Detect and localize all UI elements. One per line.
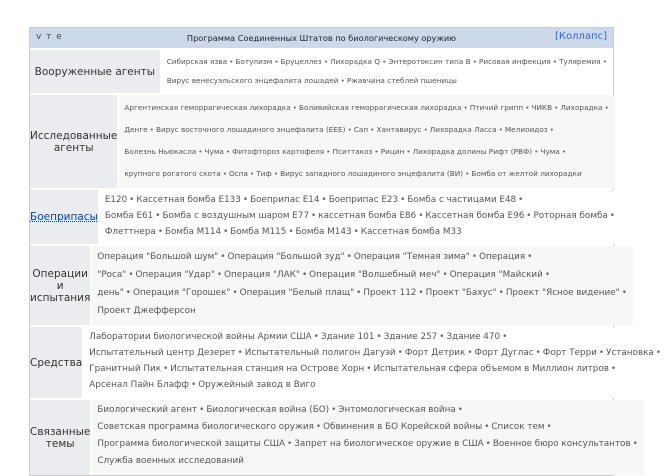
navbox-list	[82, 327, 667, 398]
navbox-group-label: Исследованные агенты	[30, 95, 117, 188]
bullet-separator: •	[288, 227, 294, 237]
navbox-link[interactable]: Операция "Горошек"	[133, 288, 231, 298]
navbox-link[interactable]: Лаборатории биологической войны Армии США	[89, 332, 312, 342]
navbox-link[interactable]: Операция "ЛАК"	[224, 270, 300, 280]
navbox-link[interactable]: Операция "Большой зуд"	[227, 252, 345, 262]
bullet-separator: •	[561, 147, 567, 156]
list-line	[124, 119, 610, 141]
bullet-separator: •	[220, 252, 226, 262]
bullet-separator: •	[465, 169, 470, 178]
navbox-row	[30, 325, 662, 398]
navbox-list	[90, 246, 633, 325]
navbox-link[interactable]: Гранитный Пик	[89, 364, 162, 374]
bullet-separator: •	[376, 332, 382, 342]
navbox-link[interactable]: Бомба M115	[230, 227, 287, 237]
list-line	[105, 224, 617, 240]
navbox-row	[30, 93, 613, 188]
navbox-link[interactable]: Военное бюро консультантов	[492, 439, 631, 449]
bullet-separator: •	[498, 288, 504, 298]
navbox-link[interactable]: Биологическая война (БО)	[206, 405, 330, 415]
bullet-separator: •	[632, 439, 638, 449]
bullet-separator: •	[463, 103, 468, 112]
bullet-separator: •	[346, 252, 352, 262]
bullet-separator: •	[382, 57, 387, 66]
navbox-link[interactable]: Бомба с воздушным шаром E77	[162, 211, 310, 221]
navbox-link[interactable]: Форт Терри	[542, 348, 597, 358]
bullet-separator: •	[274, 57, 279, 66]
navbox-link[interactable]: Вирус западного лошадиного энцефалита (ВИ)	[280, 169, 464, 178]
navbox-link[interactable]: Бруцеллез	[280, 57, 322, 66]
bullet-separator: •	[546, 422, 552, 432]
navbox-link[interactable]: Операция "Удар"	[135, 270, 215, 280]
navbox-group-label: Вооруженные агенты	[30, 50, 160, 93]
list-line	[124, 163, 610, 185]
navbox-link[interactable]: Хантавирус	[376, 125, 422, 134]
list-line	[97, 402, 640, 419]
navbox-link[interactable]: Лихорадка долины Рифт (РВФ)	[412, 147, 533, 156]
navbox-link[interactable]: Бомба M114	[165, 227, 222, 237]
bullet-separator: •	[163, 364, 169, 374]
bullet-separator: •	[149, 125, 154, 134]
bullet-separator: •	[525, 103, 530, 112]
navbox-link[interactable]: Арсенал Пайн Блафф	[89, 380, 190, 390]
navbox-link[interactable]: Запрет на биологическое оружие в США	[294, 439, 484, 449]
bullet-separator: •	[554, 103, 559, 112]
navbox-link[interactable]: Бомба M143	[295, 227, 352, 237]
navbox-header	[30, 28, 613, 48]
navbox-row	[30, 244, 627, 325]
bullet-separator: •	[457, 405, 463, 415]
bullet-separator: •	[544, 270, 551, 280]
navbox-row	[30, 48, 613, 93]
bullet-separator: •	[237, 348, 243, 358]
navbox-row	[30, 398, 638, 475]
navbox-link[interactable]: "Роса"	[97, 270, 127, 280]
navbox-link[interactable]: Здание 470	[446, 332, 501, 342]
navbox-link[interactable]: день"	[97, 288, 124, 298]
list-line	[97, 248, 629, 266]
navbox-link[interactable]: Мелиоидоз	[504, 125, 548, 134]
bullet-separator: •	[442, 270, 448, 280]
bullet-separator: •	[374, 147, 379, 156]
bullet-separator: •	[225, 147, 231, 156]
navbox-link[interactable]: Бомба с частицами E48	[407, 195, 517, 205]
navbox-link[interactable]: Ржавчина стеблей пшеницы	[346, 76, 457, 85]
navbox-link[interactable]: Птичий грипп	[469, 103, 524, 112]
navbox-link[interactable]: Операция	[479, 252, 526, 262]
bullet-separator: •	[518, 195, 524, 205]
bullet-separator: •	[655, 348, 662, 358]
bullet-separator: •	[242, 195, 249, 205]
list-line	[105, 208, 617, 224]
navbox-title[interactable]: Программа Соединенных Штатов по биологическому оружию	[186, 33, 457, 43]
list-line	[124, 141, 610, 163]
bullet-separator: •	[321, 195, 327, 205]
bullet-separator: •	[472, 57, 477, 66]
navbox-group-label: Связанные темы	[30, 400, 90, 475]
navbox-link[interactable]: Чума	[204, 147, 224, 156]
navbox-link[interactable]: Роторная бомба	[533, 211, 608, 221]
navbox-link[interactable]: Обвинения в БО Корейской войны	[323, 422, 483, 432]
bullet-separator: •	[216, 270, 223, 280]
navbox-link[interactable]: Энтомологическая война	[338, 405, 456, 415]
navbox-link[interactable]: Лихорадка Ласса	[429, 125, 497, 134]
bullet-separator: •	[598, 348, 605, 358]
bullet-separator: •	[331, 405, 337, 415]
bullet-separator: •	[423, 125, 428, 134]
navbox-link[interactable]: Лихорадка	[560, 103, 603, 112]
bullet-separator: •	[418, 211, 424, 221]
navbox-link[interactable]: Рицин	[380, 147, 405, 156]
navbox-link[interactable]: Операция "Большой шум"	[97, 252, 219, 262]
list-line	[167, 71, 609, 90]
navbox-link[interactable]: Операция "Темная зима"	[353, 252, 470, 262]
navbox-list	[160, 50, 613, 93]
bullet-separator: •	[527, 252, 533, 262]
bullet-separator: •	[129, 195, 135, 205]
navbox-row	[30, 188, 613, 244]
navbox-link[interactable]: Кассетная бомба M33	[360, 227, 462, 237]
navbox-link[interactable]: Рисовая инфекция	[478, 57, 551, 66]
navbox-list	[117, 95, 614, 188]
bullet-separator: •	[315, 422, 322, 432]
navbox-link[interactable]: Советская программа биологического оружия	[97, 422, 314, 432]
bullet-separator: •	[353, 227, 359, 237]
navbox-link[interactable]: Туляремия	[559, 57, 601, 66]
navbox-link[interactable]: Служба военных исследований	[97, 456, 244, 466]
bullet-separator: •	[155, 211, 161, 221]
navbox-link[interactable]: Проект Джефферсон	[97, 306, 196, 316]
bullet-separator: •	[535, 348, 541, 358]
navbox-link[interactable]: Вирус венесуэльского энцефалита лошадей	[166, 76, 339, 85]
bullet-separator: •	[439, 332, 445, 342]
bullet-separator: •	[128, 270, 134, 280]
navbox-link[interactable]: Испытательный полигон Дагуэй	[244, 348, 396, 358]
list-line	[97, 436, 640, 453]
bullet-separator: •	[549, 125, 554, 134]
navbox-link[interactable]: Энтеротоксин типа B	[388, 57, 471, 66]
list-line	[97, 419, 640, 436]
navbox-link[interactable]: Форт Детрик	[404, 348, 466, 358]
navbox-link[interactable]: Фитофтороз картофеля	[232, 147, 325, 156]
bullet-separator: •	[467, 348, 473, 358]
bullet-separator: •	[621, 288, 627, 298]
navbox-link[interactable]: Боеприпас E23	[328, 195, 399, 205]
bullet-separator: •	[485, 439, 491, 449]
bullet-separator: •	[406, 147, 411, 156]
bullet-separator: •	[326, 147, 331, 156]
navbox-link[interactable]: Проект "Бахус"	[425, 288, 497, 298]
bullet-separator: •	[397, 348, 403, 358]
bullet-separator: •	[323, 57, 328, 66]
list-line	[167, 52, 609, 71]
bullet-separator: •	[340, 76, 345, 85]
bullet-separator: •	[400, 195, 406, 205]
navbox-link[interactable]: Бомба E61	[104, 211, 154, 221]
bullet-separator: •	[301, 270, 308, 280]
bullet-separator: •	[526, 211, 532, 221]
navbox-link[interactable]: Денге	[124, 125, 148, 134]
list-line	[89, 377, 663, 393]
bullet-separator: •	[250, 169, 255, 178]
navbox-link[interactable]: Кассетная бомба E133	[136, 195, 241, 205]
bullet-separator: •	[311, 211, 317, 221]
list-line	[89, 345, 663, 361]
bullet-separator: •	[229, 57, 234, 66]
list-line	[89, 329, 663, 345]
list-line	[97, 302, 629, 320]
navbox-link[interactable]: Здание 257	[383, 332, 438, 342]
bullet-separator: •	[418, 288, 424, 298]
bullet-separator: •	[273, 169, 279, 178]
collapse-button[interactable]: [Коллапс]	[555, 31, 607, 42]
bullet-separator: •	[232, 288, 238, 298]
bullet-separator: •	[199, 405, 205, 415]
navbox-link[interactable]: Аргентинская геморрагическая лихорадка	[124, 103, 291, 112]
list-line	[97, 284, 629, 302]
bullet-separator: •	[125, 288, 131, 298]
navbox-link[interactable]: Болезнь Ньюкасла	[124, 147, 197, 156]
navbox-link[interactable]: Проект "Ясное видение"	[505, 288, 620, 298]
bullet-separator: •	[370, 125, 375, 134]
bullet-separator: •	[287, 439, 293, 449]
navbox-link[interactable]: Тиф	[256, 169, 272, 178]
navbox-group-label: Средства	[30, 327, 82, 398]
navbox-group-label: Операции и испытания	[30, 246, 90, 325]
navbox-group-label[interactable]: Боеприпасы	[30, 190, 98, 244]
navbox-link[interactable]: Сап	[353, 125, 369, 134]
navbox-link[interactable]: Форт Дуглас	[474, 348, 534, 358]
list-line	[97, 266, 629, 284]
bullet-separator: •	[223, 227, 229, 237]
navbox-link[interactable]: Вирус восточного лошадиного энцефалита (EEE)	[155, 125, 346, 134]
bullet-separator: •	[609, 211, 615, 221]
navbox-rows	[30, 48, 662, 475]
bullet-separator: •	[222, 169, 227, 178]
navbox-link[interactable]: Испытательная сфера объемом в Миллион литров	[373, 364, 609, 374]
navbox-link[interactable]: крупного рогатого скота	[124, 169, 221, 178]
bullet-separator: •	[356, 288, 362, 298]
navbox-link[interactable]: Оспа	[229, 169, 248, 178]
navbox-list	[90, 400, 644, 475]
navbox-link[interactable]: Флеттнера	[104, 227, 156, 237]
navbox-link[interactable]: кассетная бомба E86	[318, 211, 417, 221]
navbox-link[interactable]: ЧИКВ	[531, 103, 553, 112]
navbox-link[interactable]: Операция "Белый плащ"	[239, 288, 355, 298]
navbox-link[interactable]: Сибирская язва	[166, 57, 228, 66]
bullet-separator: •	[471, 252, 478, 262]
bullet-separator: •	[347, 125, 352, 134]
bullet-separator: •	[602, 57, 607, 66]
list-line	[105, 192, 617, 208]
list-line	[124, 97, 610, 119]
navbox-link[interactable]: Лихорадка Q	[329, 57, 381, 66]
bullet-separator: •	[552, 57, 558, 66]
bullet-separator: •	[198, 147, 203, 156]
vte-links[interactable]: v т e	[36, 32, 63, 42]
navbox-link[interactable]: Оружейный завод в Виго	[198, 380, 316, 390]
navbox-link[interactable]: Биологический агент	[97, 405, 198, 415]
bullet-separator: •	[604, 103, 609, 112]
navbox-link[interactable]: Операция "Волшебный меч"	[309, 270, 441, 280]
list-line	[97, 453, 640, 470]
bullet-separator: •	[610, 364, 617, 374]
bullet-separator: •	[292, 103, 297, 112]
bullet-separator: •	[484, 422, 490, 432]
navbox-link[interactable]: Испытательная станция на Острове Хорн	[170, 364, 365, 374]
bullet-separator: •	[366, 364, 372, 374]
bullet-separator: •	[191, 380, 197, 390]
navbox-list	[98, 190, 621, 244]
bullet-separator: •	[313, 332, 319, 342]
navbox-link[interactable]: Ботулизм	[235, 57, 273, 66]
navbox-link[interactable]: Боеприпас E14	[250, 195, 320, 205]
navbox-link[interactable]: Операция "Майский	[449, 270, 543, 280]
bullet-separator: •	[498, 125, 503, 134]
navbox-link[interactable]: Испытательный центр Дезерет	[89, 348, 236, 358]
navbox-link[interactable]: Список тем	[491, 422, 545, 432]
navbox	[29, 27, 662, 476]
bullet-separator: •	[502, 332, 508, 342]
navbox-link[interactable]: Бомба от желтой лихорадки	[471, 169, 582, 178]
navbox-link[interactable]: Боливийская геморрагическая лихорадка	[298, 103, 462, 112]
list-line	[89, 361, 663, 377]
navbox-link[interactable]: Проект 112	[363, 288, 417, 298]
bullet-separator: •	[534, 147, 539, 156]
navbox-link[interactable]: Чума	[540, 147, 560, 156]
bullet-separator: •	[157, 227, 164, 237]
navbox-link[interactable]: Кассетная бомба E96	[425, 211, 525, 221]
navbox-link[interactable]: Здание 101	[320, 332, 375, 342]
navbox-link[interactable]: Установка	[606, 348, 654, 358]
navbox-link[interactable]: Пситтакоз	[332, 147, 373, 156]
navbox-link[interactable]: Программа биологической защиты США	[97, 439, 286, 449]
navbox-link[interactable]: E120	[104, 195, 128, 205]
